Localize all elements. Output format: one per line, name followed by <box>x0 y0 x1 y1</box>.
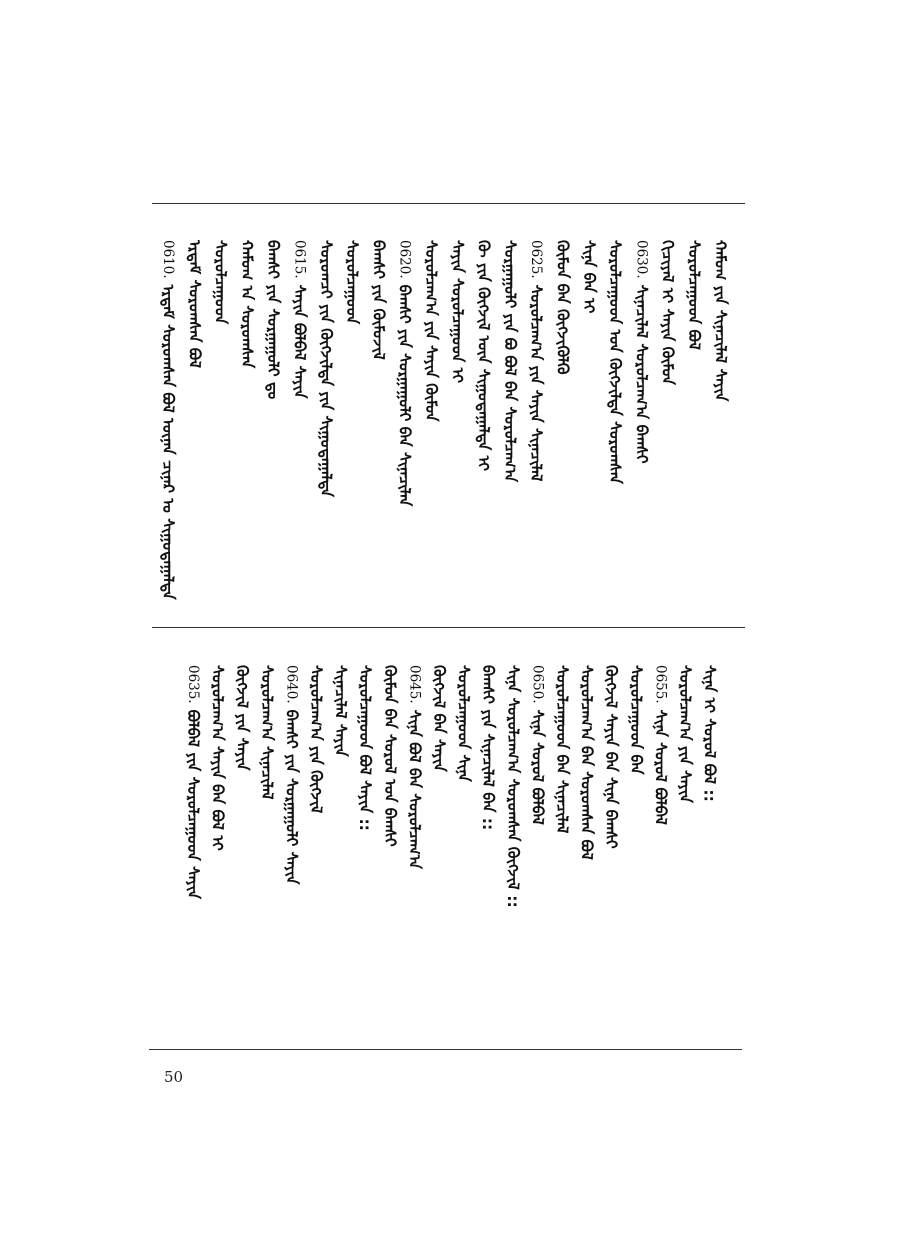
verse-column <box>682 240 706 600</box>
verse-line: ᠬᠦ ᠶᠢᠨ ᠬᠥᠭᠵᠢᠯ ᠦᠨ ᠰᠢᠭᠤᠳᠠᠭᠠᠯᠲᠠ ᠢ <box>474 240 493 472</box>
verse-line: ᠰᠢᠨᠡ ᠰᠤᠷᠤᠯ ᠪᠣᠯᠪᠠᠯ <box>528 709 547 825</box>
verse-column <box>366 240 390 600</box>
verse-line: ᠰᠤᠷᠤᠯᠴᠠᠭ᠎ᠠ ᠪᠠᠨ ᠰᠤᠷᠤᠭᠰᠠᠨ ᠪᠣᠯ <box>577 665 596 860</box>
verse-column <box>624 665 648 1025</box>
verse-column <box>230 665 254 1025</box>
verse-column <box>656 240 680 600</box>
verse-column <box>402 665 426 1025</box>
verse-column <box>288 240 312 600</box>
verse-column <box>353 665 377 1025</box>
verse-number: 0640. <box>283 665 300 704</box>
verse-line: ᠰᠤᠷᠤᠯᠴᠠᠭ᠎ᠠ ᠰᠠᠶᠢᠨ ᠪᠠᠨ ᠪᠣᠯ ᠢ <box>208 665 227 851</box>
verse-column <box>393 240 417 600</box>
verse-line: ᠰᠤᠷᠤᠯᠴᠠᠭᠤᠳ <box>211 240 230 325</box>
verse-column <box>182 240 206 600</box>
verse-column <box>698 665 722 1025</box>
verse-line: ᠡᠷᠳᠡᠮ ᠰᠤᠷᠤᠭᠰᠠᠨ ᠪᠣᠯ <box>185 240 204 369</box>
verse-column <box>577 240 601 600</box>
verse-column <box>206 665 230 1025</box>
verse-line: ᠬᠠᠮᠤᠭ ᠶᠢᠨ ᠰᠢᠨᠡᠴᠢᠯᠡᠯ ᠰᠠᠶᠢᠨ <box>711 240 730 402</box>
verse-line: ᠪᠠᠭᠰᠢ ᠶᠢᠨ ᠬᠦᠮᠦᠵᠢᠯ <box>369 240 388 360</box>
verse-column <box>419 240 443 600</box>
verse-column <box>524 240 548 600</box>
verse-column <box>673 665 697 1025</box>
verse-line: ᠰᠢᠨᠡ ᠪᠣᠯ ᠪᠠᠨ ᠰᠤᠷᠤᠯᠴᠠᠭ᠎ᠠ <box>405 709 424 870</box>
verse-column <box>235 240 259 600</box>
verse-line: ᠰᠤᠷᠤᠯᠴᠠᠭ᠎ᠠ ᠰᠢᠨᠡᠴᠢᠯᠡᠯ <box>257 665 276 800</box>
verse-column <box>261 240 285 600</box>
verse-line: ᠬᠦᠮᠦᠨ ᠪᠠᠨ ᠰᠤᠷᠤᠯ ᠤᠨ ᠪᠠᠭᠰᠢ <box>380 665 399 847</box>
bottom-rule <box>149 1049 742 1050</box>
verse-column <box>445 240 469 600</box>
verse-column <box>575 665 599 1025</box>
verse-line: ᠰᠢᠨᠡᠴᠢᠯᠡᠯ ᠰᠠᠶᠢᠨ <box>331 665 350 757</box>
verse-column <box>340 240 364 600</box>
verse-line: ᠬᠥᠭᠵᠢᠯ ᠶᠢᠨ ᠰᠠᠶᠢᠨ <box>233 665 252 771</box>
verse-line: ᠪᠠᠭᠰᠢ ᠶᠢᠨ ᠰᠤᠷᠭᠠᠭᠤᠯᠢ ᠰᠠᠶᠢᠨ <box>282 709 301 885</box>
verse-column <box>314 240 338 600</box>
verse-line: ᠬᠥᠭᠵᠢᠯ ᠪᠠᠨ ᠰᠠᠶᠢᠨ <box>430 665 448 772</box>
verse-line: ᠰᠠᠶᠢᠨ ᠰᠤᠷᠤᠯᠴᠠᠭᠤᠳ ᠢ <box>448 240 467 384</box>
verse-line: ᠰᠢᠨᠡᠴᠢᠯᠡᠯ ᠰᠤᠷᠤᠯᠴᠠᠭ᠎ᠠ ᠪᠠᠭᠰᠢ <box>632 284 651 464</box>
verse-line: ᠰᠤᠷᠤᠯᠴᠠᠭ᠎ᠠ ᠶᠢᠨ ᠰᠠᠶᠢᠨ ᠰᠢᠨᠡᠴᠢᠯᠡᠯ <box>527 284 546 482</box>
verse-line: ᠬᠥᠭᠵᠢᠯ ᠰᠠᠶᠢᠨ ᠪᠠᠨ ᠰᠢᠨᠡ ᠪᠠᠭᠰᠢ <box>602 665 621 849</box>
verse-line: ᠪᠠᠭᠰᠢ ᠶᠢᠨ ᠰᠤᠷᠭᠠᠭᠤᠯᠢ ᠪᠠᠨ ᠰᠢᠨᠡᠴᠢᠯᠡᠨ <box>395 284 414 507</box>
verse-line: ᠰᠤᠷᠤᠯᠴᠠᠭᠤᠳ <box>343 240 362 325</box>
verse-column <box>304 665 328 1025</box>
verse-column <box>181 665 205 1025</box>
verse-line: ᠰᠠᠶᠢᠨ ᠪᠣᠯᠪᠠᠯ ᠰᠠᠶᠢᠨ <box>290 284 309 399</box>
verse-line: ᠰᠤᠷᠤᠭᠴᠢ ᠶᠢᠨ ᠬᠥᠭᠵᠢᠯᠲᠡ ᠶᠢᠨ ᠰᠢᠭᠤᠳᠠᠭᠠᠯᠲᠠ <box>316 240 335 497</box>
middle-rule <box>152 627 745 628</box>
verse-number: 0630. <box>633 240 650 279</box>
verse-line: ᠰᠤᠷᠤᠯᠴᠠᠭ᠎ᠠ ᠶᠢᠨ ᠰᠠᠶᠢᠨ <box>676 665 694 803</box>
verse-line: ᠪᠠᠭᠰᠢ ᠶᠢᠨ ᠰᠤᠷᠭᠠᠭᠤᠯᠢ ᠳᠤ <box>264 240 283 400</box>
verse-number: 0645. <box>406 665 423 704</box>
verse-line: ᠬᠢᠴᠢᠶᠡᠯ ᠢ ᠰᠠᠶᠢᠨ ᠬᠦᠮᠦᠨ <box>658 240 677 385</box>
verse-column <box>476 665 500 1025</box>
verse-line: ᠰᠤᠷᠤᠯᠴᠠᠭᠤᠳ ᠤᠨ ᠬᠥᠭᠵᠢᠯᠲᠡ ᠰᠤᠷᠤᠭᠰᠠᠨ <box>606 240 625 484</box>
verse-line: ᠰᠤᠷᠤᠯᠴᠠᠭᠤᠳ ᠰᠢᠨᠡ <box>454 665 473 782</box>
verse-number: 0650. <box>529 665 546 704</box>
verse-column <box>329 665 353 1025</box>
verse-column <box>525 665 549 1025</box>
verse-column <box>501 665 525 1025</box>
verse-number: 0620. <box>396 240 413 279</box>
verse-column <box>378 665 402 1025</box>
verse-column <box>648 665 672 1025</box>
verse-line: ᠰᠢᠨᠡ ᠰᠤᠷᠤᠯᠴᠠᠭ᠎ᠠ ᠰᠤᠷᠤᠭᠰᠠᠨ ᠬᠥᠭᠵᠢᠯ :: <box>503 665 522 908</box>
verse-column <box>427 665 451 1025</box>
verse-line: ᠬᠦᠮᠦᠨ ᠪᠠᠨ ᠬᠥᠭᠵᠢᠭᠦᠯᠬᠦ <box>553 240 572 375</box>
verse-line: ᠡᠷᠳᠡᠮ ᠰᠤᠷᠤᠭᠰᠠᠨ ᠪᠣᠯ ᠦᠨᠡᠨ ᠴᠢᠨᠠᠷ ᠤ ᠰᠢᠭᠤᠳᠠᠭᠠᠯᠲᠠ <box>159 284 177 600</box>
verse-column <box>498 240 522 600</box>
verse-line: ᠰᠤᠷᠤᠯᠴᠠᠭᠤᠳ ᠪᠣᠯ <box>685 240 703 350</box>
verse-number: 0615. <box>291 240 308 279</box>
verse-column <box>551 240 575 600</box>
verse-line: ᠰᠢᠨᠡ ᠢ ᠰᠤᠷᠤᠯ ᠪᠣᠯ :: <box>700 665 719 802</box>
verse-column <box>550 665 574 1025</box>
top-rule <box>152 203 745 204</box>
verse-line: ᠰᠢᠨᠡ ᠰᠤᠷᠤᠯ ᠪᠣᠯᠪᠠᠯ <box>651 709 670 825</box>
verse-line: ᠰᠤᠷᠤᠯᠴᠠᠭ᠎ᠠ ᠶᠢᠨ ᠰᠠᠶᠢᠨ ᠬᠦᠮᠦᠨ <box>422 240 440 422</box>
verse-line: ᠰᠤᠷᠤᠯᠴᠠᠭᠤᠳ ᠪᠣᠯ ᠰᠠᠶᠢᠨ :: <box>356 665 375 831</box>
verse-number: 0635. <box>185 665 201 704</box>
verse-line: ᠰᠤᠷᠤᠯᠴᠠᠭᠤᠳ ᠪᠠᠨ <box>626 665 645 775</box>
verse-line: ᠬᠠᠮᠤᠭ ᠠ ᠰᠤᠷᠤᠭᠰᠠᠨ <box>237 240 256 369</box>
verse-column <box>452 665 476 1025</box>
verse-line: ᠪᠣᠯᠪᠠᠯ ᠶᠢᠨ ᠰᠤᠷᠤᠯᠴᠠᠭᠤᠳ ᠰᠠᠶᠢᠨ <box>184 709 202 899</box>
verse-line: ᠰᠤᠷᠭᠠᠭᠤᠯᠢ ᠶᠢᠨ ᠪᠣ ᠪᠣᠯ ᠪᠠᠨ ᠰᠤᠷᠤᠯᠴᠠᠭ᠎ᠠ <box>500 240 519 483</box>
verse-line: ᠪᠠᠭᠰᠢ ᠶᠢᠨ ᠰᠢᠨᠡᠴᠢᠯᠡᠯ ᠪᠠᠨ :: <box>479 665 498 831</box>
verse-column <box>603 240 627 600</box>
verse-number: 0610. <box>160 240 176 279</box>
verse-line: ᠰᠤᠷᠤᠯᠴᠠᠭᠤᠳ ᠪᠠᠨ ᠰᠢᠨᠡᠴᠢᠯᠡᠯ <box>553 665 571 834</box>
verse-column <box>255 665 279 1025</box>
page-number: 50 <box>164 1068 184 1086</box>
verse-column <box>708 240 732 600</box>
verse-column <box>472 240 496 600</box>
verse-column <box>629 240 653 600</box>
verse-line: ᠰᠤᠷᠤᠯᠴᠠᠭ᠎ᠠ ᠶᠢᠨ ᠬᠥᠭᠵᠢᠯ <box>307 665 325 814</box>
verse-column <box>156 240 180 600</box>
verse-column <box>599 665 623 1025</box>
verse-number: 0655. <box>652 665 669 704</box>
verse-column <box>279 665 303 1025</box>
verse-number: 0625. <box>528 240 545 279</box>
verse-column <box>209 240 233 600</box>
verse-line: ᠰᠢᠨᠡ ᠪᠠᠨ ᠢ <box>579 240 598 314</box>
